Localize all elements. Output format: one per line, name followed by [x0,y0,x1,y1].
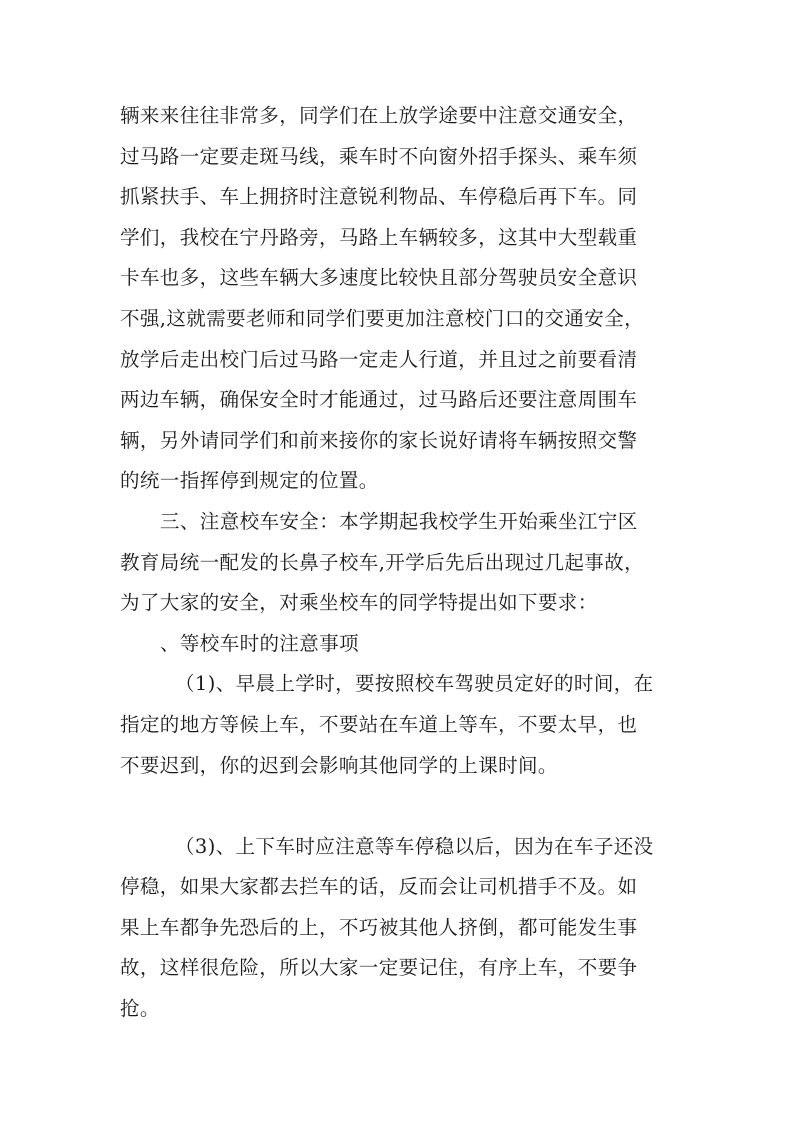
text-line: 停稳，如果大家都去拦车的话，反而会让司机措手不及。如 [120,875,638,899]
text-line: 果上车都争先恐后的上，不巧被其他人挤倒，都可能发生事 [120,915,638,939]
text-line: 不要迟到，你的迟到会影响其他同学的上课时间。 [120,753,558,777]
text-line: 教育局统一配发的长鼻子校车,开学后先后出现过几起事故， [120,550,644,574]
text-line: 不强,这就需要老师和同学们要更加注意校门口的交通安全， [120,306,644,330]
text-line: 为了大家的安全，对乘坐校车的同学特提出如下要求： [120,591,598,615]
text-line: 辆来来往往非常多，同学们在上放学途要中注意交通安全， [120,104,638,127]
text-line: 卡车也多，这些车辆大多速度比较快且部分驾驶员安全意识 [120,266,638,290]
text-line: 辆，另外请同学们和前来接你的家长说好请将车辆按照交警 [120,428,638,452]
text-line: 抓紧扶手、车上拥挤时注意锐利物品、车停稳后再下车。同 [120,185,638,209]
list-item-line: （3)、上下车时应注意等车停稳以后，因为在车子还没 [175,834,654,858]
text-line: 放学后走出校门后过马路一定走人行道，并且过之前要看清 [120,347,638,371]
text-line: 学们，我校在宁丹路旁，马路上车辆较多，这其中大型载重 [120,225,638,249]
text-line: 过马路一定要走斑马线，乘车时不向窗外招手探头、乘车须 [120,144,638,168]
text-line: 故，这样很危险，所以大家一定要记住，有序上车，不要争 [120,956,638,980]
subheading-line: 、等校车时的注意事项 [160,631,360,655]
document-body [120,96,680,1030]
blank-line [120,786,680,827]
text-line: 抢。 [120,997,160,1021]
text-line: 的统一指挥停到规定的位置。 [120,469,379,493]
text-line: 指定的地方等候上车，不要站在车道上等车，不要太早，也 [120,712,638,736]
text-line: 两边车辆，确保安全时才能通过，过马路后还要注意周围车 [120,388,638,412]
section-heading-line: 三、注意校车安全：本学期起我校学生开始乘坐江宁区 [160,509,638,533]
list-item-line: （1)、早晨上学时，要按照校车驾驶员定好的时间，在 [175,672,654,696]
